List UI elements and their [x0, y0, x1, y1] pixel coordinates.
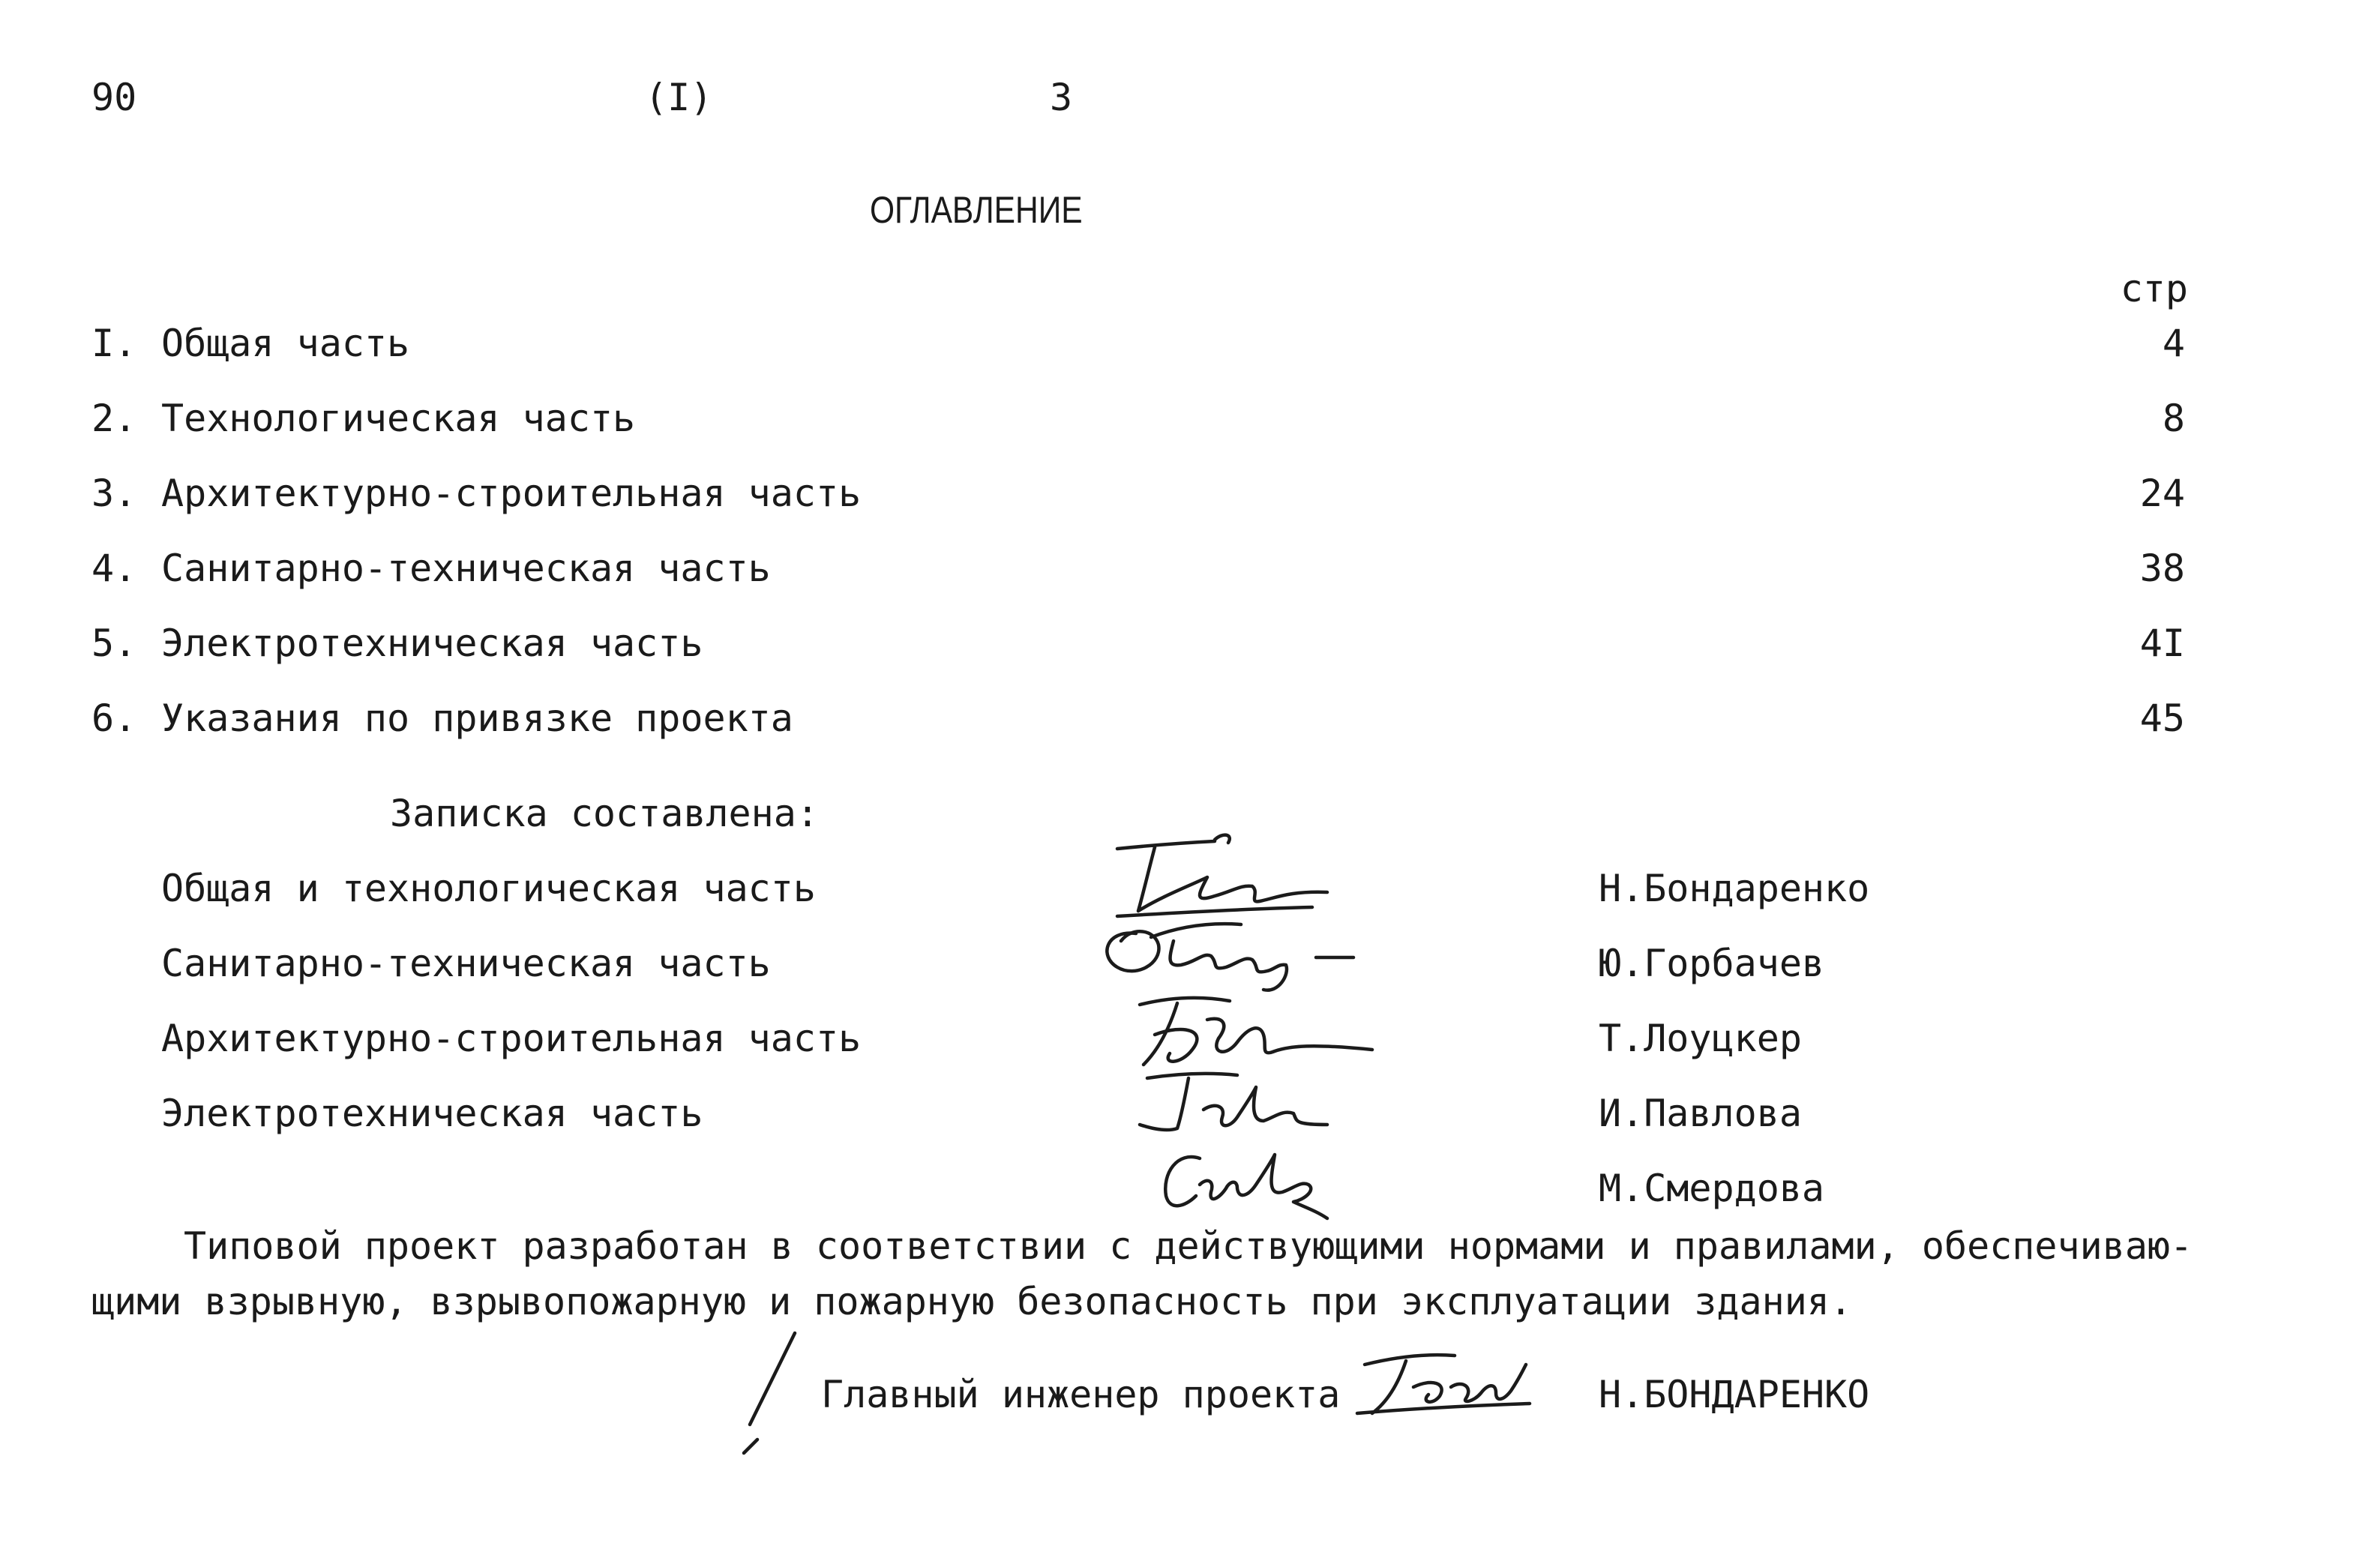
chief-engineer-name: Н.БОНДАРЕНКО [1599, 1373, 1870, 1416]
author-name: Т.Лоуцкер [1599, 1017, 1802, 1060]
toc-item-number: 5. [91, 622, 137, 665]
author-part: Архитектурно-строительная часть [161, 1017, 862, 1060]
section-number: (I) [645, 76, 713, 119]
author-name: И.Павлова [1599, 1092, 1802, 1135]
compliance-statement-line2: щими взрывную, взрывопожарную и пожарную безопасность при эксплуатации здания. [91, 1280, 1852, 1323]
page-title: ОГЛАВЛЕНИЕ [870, 189, 1083, 231]
toc-item-number: 4. [91, 547, 137, 590]
signature-loutsker-icon [1117, 990, 1387, 1072]
authors-heading: Записка составлена: [390, 792, 819, 835]
toc-item-number: I. [91, 322, 137, 365]
signature-smerdova-icon [1155, 1143, 1350, 1226]
author-name: М.Смердова [1599, 1167, 1825, 1210]
toc-item-page: 4I [2139, 622, 2185, 665]
author-name: Ю.Горбачев [1599, 942, 1825, 985]
page-number: 3 [1050, 76, 1073, 119]
toc-item-title: Общая часть [161, 322, 410, 365]
signature-gorbachev-icon [1091, 911, 1368, 993]
signature-chief-engineer-icon [1342, 1342, 1560, 1425]
toc-item-page: 8 [2162, 397, 2185, 440]
author-name: Н.Бондаренко [1599, 867, 1870, 910]
toc-item-number: 2. [91, 397, 137, 440]
toc-item-title: Санитарно-техническая часть [161, 547, 771, 590]
toc-item-page: 24 [2139, 472, 2185, 515]
toc-item-number: 3. [91, 472, 137, 515]
author-part: Общая и технологическая часть [161, 867, 816, 910]
toc-item-page: 45 [2139, 697, 2185, 740]
toc-item-title: Технологическая часть [161, 397, 636, 440]
toc-item-page: 38 [2139, 547, 2185, 590]
signature-bondarenko-icon [1102, 832, 1350, 922]
toc-item-number: 6. [91, 697, 137, 740]
toc-item-title: Указания по привязке проекта [161, 697, 793, 740]
margin-mark-icon [735, 1327, 810, 1455]
author-part: Электротехническая часть [161, 1092, 703, 1135]
author-part: Санитарно-техническая часть [161, 942, 771, 985]
signature-pavlova-icon [1132, 1065, 1357, 1140]
compliance-statement-line1: Типовой проект разработан в соответствии с действующими нормами и правилами, обеспечиваю- [184, 1224, 2193, 1268]
toc-item-title: Электротехническая часть [161, 622, 703, 665]
toc-item-page: 4 [2162, 322, 2185, 365]
page-column-label: стр [2120, 267, 2188, 310]
page-left-number: 90 [91, 76, 137, 119]
toc-item-title: Архитектурно-строительная часть [161, 472, 862, 515]
chief-engineer-role: Главный инженер проекта [821, 1373, 1341, 1416]
